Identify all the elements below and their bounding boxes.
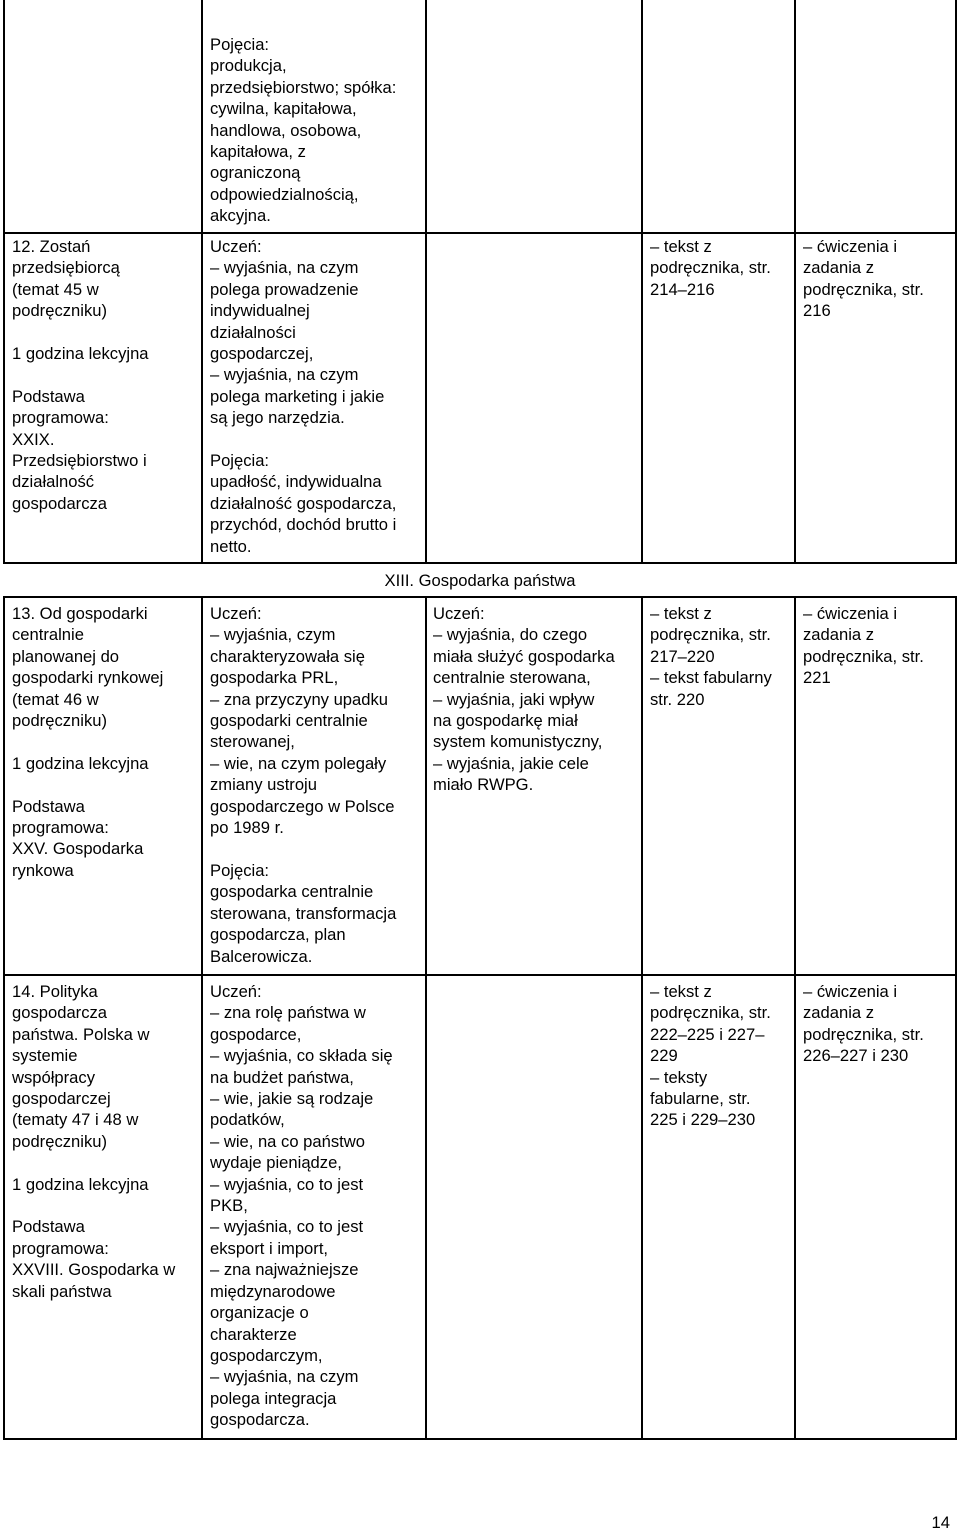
extended-line: Uczeń: — [433, 604, 485, 623]
content-line: są jego narzędzia. — [210, 408, 345, 428]
topic-line: XXIX. — [12, 429, 55, 449]
topic-line: (temat 45 w — [12, 279, 99, 299]
content-line: podatków, — [210, 1110, 285, 1130]
content-line: gospodarcza, plan — [210, 925, 346, 945]
table-border-top-row4 — [3, 974, 957, 976]
exercises-line: 216 — [803, 301, 831, 321]
topic-line — [12, 731, 163, 752]
page-number: 14 — [931, 1513, 950, 1532]
materials-line: – teksty — [650, 1067, 708, 1087]
materials-line: – tekst fabularny — [650, 668, 772, 688]
column-divider-3 — [641, 0, 643, 564]
topic-line: gospodarcza — [12, 493, 108, 513]
content-line: zmiany ustroju — [210, 775, 317, 795]
content-line: – wyjaśnia, co to jest — [210, 1217, 364, 1237]
table-border-bottom-row2 — [3, 562, 957, 564]
exercises-line: – ćwiczenia i — [803, 237, 898, 256]
row4-exercises-cell — [803, 981, 924, 1067]
topic-line: 13. Od gospodarki — [12, 604, 148, 623]
column-divider-1 — [201, 0, 203, 564]
topic-line: współpracy — [12, 1067, 96, 1087]
materials-line: podręcznika, str. — [650, 258, 771, 278]
content-line: – wie, jakie są rodzaje — [210, 1089, 374, 1109]
row2-materials-cell — [650, 236, 771, 300]
row1-content-cell — [210, 34, 396, 227]
content-line: upadłość, indywidualna — [210, 472, 382, 492]
exercises-line: 226–227 i 230 — [803, 1046, 909, 1066]
row3-content-cell — [210, 603, 396, 967]
table-border-top-row2 — [3, 232, 957, 234]
row2-content-cell — [210, 236, 396, 557]
content-line: gospodarcza. — [210, 1410, 310, 1430]
content-line: Pojęcia: — [210, 451, 270, 471]
content-line: PKB, — [210, 1196, 248, 1216]
content-line: sterowanej, — [210, 732, 295, 752]
topic-line: podręczniku) — [12, 301, 108, 321]
topic-line: podręczniku) — [12, 1131, 108, 1151]
column-divider-4 — [794, 596, 796, 1440]
content-line: Pojęcia: — [210, 860, 270, 880]
content-line: kapitałowa, z — [210, 142, 306, 162]
extended-line: miało RWPG. — [433, 775, 534, 795]
topic-line: 1 godzina lekcyjna — [12, 753, 149, 773]
topic-line: planowanej do — [12, 646, 120, 666]
content-line: polega integracja — [210, 1388, 337, 1408]
content-line — [210, 429, 396, 450]
content-line: Balcerowicza. — [210, 946, 313, 966]
content-line: – wyjaśnia, co składa się — [210, 1046, 393, 1066]
topic-line — [12, 1152, 175, 1173]
content-line: – zna przyczyny upadku — [210, 689, 389, 709]
table-border-right — [955, 0, 957, 564]
topic-line: Podstawa — [12, 386, 85, 406]
row3-topic-cell — [12, 603, 163, 881]
topic-line: podręczniku) — [12, 711, 108, 731]
topic-line: programowa: — [12, 818, 109, 838]
topic-line: gospodarki rynkowej — [12, 668, 164, 688]
materials-line: str. 220 — [650, 689, 705, 709]
table-border-bottom — [3, 1438, 957, 1440]
column-divider-2 — [425, 596, 427, 1440]
row2-topic-cell — [12, 236, 149, 514]
content-line: gospodarka PRL, — [210, 668, 339, 688]
content-line: – zna rolę państwa w — [210, 1003, 366, 1023]
content-line: charakterze — [210, 1324, 297, 1344]
exercises-line: zadania z — [803, 258, 875, 278]
materials-line: podręcznika, str. — [650, 625, 771, 645]
content-line: przedsiębiorstwo; spółka: — [210, 77, 397, 97]
materials-line: fabularne, str. — [650, 1089, 751, 1109]
row3-exercises-cell — [803, 603, 924, 689]
content-line: gospodarce, — [210, 1024, 302, 1044]
topic-line: XXVIII. Gospodarka w — [12, 1260, 176, 1280]
topic-line: centralnie — [12, 625, 84, 645]
content-line: ograniczoną — [210, 163, 301, 183]
content-line: – wyjaśnia, czym — [210, 625, 336, 645]
exercises-line: podręcznika, str. — [803, 646, 924, 666]
content-line: – wyjaśnia, na czym — [210, 1367, 359, 1387]
exercises-line: 221 — [803, 668, 831, 688]
extended-line: – wyjaśnia, do czego — [433, 625, 588, 645]
row2-exercises-cell — [803, 236, 924, 322]
exercises-line: podręcznika, str. — [803, 279, 924, 299]
extended-line: – wyjaśnia, jakie cele — [433, 753, 589, 773]
topic-line — [12, 774, 163, 795]
content-line: Uczeń: — [210, 982, 262, 1001]
section-heading: XIII. Gospodarka państwa — [384, 571, 576, 590]
exercises-line: – ćwiczenia i — [803, 604, 898, 623]
content-line: działalność gospodarcza, — [210, 493, 397, 513]
topic-line: programowa: — [12, 408, 109, 428]
table-border-top-row3 — [3, 596, 957, 598]
table-border-right — [955, 596, 957, 1440]
materials-line: 214–216 — [650, 279, 715, 299]
topic-line: gospodarczej — [12, 1089, 111, 1109]
materials-line: 229 — [650, 1046, 678, 1066]
column-divider-2 — [425, 0, 427, 564]
row4-topic-cell — [12, 981, 175, 1302]
exercises-line: – ćwiczenia i — [803, 982, 898, 1001]
content-line: gospodarki centralnie — [210, 711, 368, 731]
content-line: działalności — [210, 322, 296, 342]
content-line: polega prowadzenie — [210, 279, 359, 299]
exercises-line: zadania z — [803, 1003, 875, 1023]
content-line: netto. — [210, 536, 252, 556]
content-line: gospodarczym, — [210, 1345, 323, 1365]
exercises-line: podręcznika, str. — [803, 1024, 924, 1044]
topic-line — [12, 1195, 175, 1216]
exercises-line: zadania z — [803, 625, 875, 645]
materials-line: – tekst z — [650, 604, 712, 623]
topic-line: państwa. Polska w — [12, 1024, 150, 1044]
topic-line: (tematy 47 i 48 w — [12, 1110, 139, 1130]
topic-line: systemie — [12, 1046, 78, 1066]
topic-line: przedsiębiorcą — [12, 258, 120, 278]
topic-line: Przedsiębiorstwo i — [12, 451, 147, 471]
content-line: Pojęcia: — [210, 35, 270, 54]
row3-extended-cell — [433, 603, 615, 796]
materials-line: 222–225 i 227– — [650, 1024, 765, 1044]
content-line: przychód, dochód brutto i — [210, 515, 397, 535]
topic-line: Podstawa — [12, 796, 85, 816]
topic-line — [12, 322, 149, 343]
content-line: charakteryzowała się — [210, 646, 365, 666]
table-border-left — [3, 596, 5, 1440]
topic-line: 1 godzina lekcyjna — [12, 1174, 149, 1194]
content-line: Uczeń: — [210, 604, 262, 623]
content-line: polega marketing i jakie — [210, 386, 385, 406]
content-line: cywilna, kapitałowa, — [210, 99, 357, 119]
materials-line: – tekst z — [650, 237, 712, 256]
content-line: międzynarodowe — [210, 1281, 336, 1301]
column-divider-3 — [641, 596, 643, 1440]
column-divider-1 — [201, 596, 203, 1440]
topic-line: 12. Zostań — [12, 237, 91, 256]
content-line: po 1989 r. — [210, 818, 284, 838]
content-line: eksport i import, — [210, 1238, 329, 1258]
materials-line: podręcznika, str. — [650, 1003, 771, 1023]
content-line: produkcja, — [210, 56, 287, 76]
content-line: akcyjna. — [210, 206, 271, 226]
column-divider-4 — [794, 0, 796, 564]
extended-line: na gospodarkę miał — [433, 711, 578, 731]
topic-line: rynkowa — [12, 860, 74, 880]
topic-line: programowa: — [12, 1238, 109, 1258]
content-line: gospodarczego w Polsce — [210, 796, 395, 816]
topic-line: 1 godzina lekcyjna — [12, 344, 149, 364]
extended-line: system komunistyczny, — [433, 732, 603, 752]
materials-line: 225 i 229–230 — [650, 1110, 756, 1130]
content-line: organizacje o — [210, 1303, 309, 1323]
topic-line: XXV. Gospodarka — [12, 839, 144, 859]
content-line: – wie, na co państwo — [210, 1131, 365, 1151]
materials-line: 217–220 — [650, 646, 715, 666]
extended-line: – wyjaśnia, jaki wpływ — [433, 689, 595, 709]
content-line: – wyjaśnia, na czym — [210, 365, 359, 385]
content-line: – wie, na czym polegały — [210, 753, 387, 773]
content-line: – wyjaśnia, co to jest — [210, 1174, 364, 1194]
content-line: indywidualnej — [210, 301, 310, 321]
content-line: wydaje pieniądze, — [210, 1153, 342, 1173]
table-border-left — [3, 0, 5, 564]
content-line — [210, 838, 396, 859]
extended-line: centralnie sterowana, — [433, 668, 591, 688]
materials-line: – tekst z — [650, 982, 712, 1001]
topic-line: działalność — [12, 472, 95, 492]
row4-materials-cell — [650, 981, 771, 1131]
content-line: sterowana, transformacja — [210, 903, 397, 923]
topic-line — [12, 364, 149, 385]
topic-line: (temat 46 w — [12, 689, 99, 709]
content-line: gospodarczej, — [210, 344, 314, 364]
row3-materials-cell — [650, 603, 772, 710]
row4-content-cell — [210, 981, 393, 1431]
topic-line: 14. Polityka — [12, 982, 98, 1001]
content-line: gospodarka centralnie — [210, 882, 374, 902]
content-line: handlowa, osobowa, — [210, 120, 362, 140]
content-line: odpowiedzialnością, — [210, 184, 359, 204]
topic-line: Podstawa — [12, 1217, 85, 1237]
content-line: – wyjaśnia, na czym — [210, 258, 359, 278]
content-line: Uczeń: — [210, 237, 262, 256]
extended-line: miała służyć gospodarka — [433, 646, 615, 666]
topic-line: skali państwa — [12, 1281, 112, 1301]
topic-line: gospodarcza — [12, 1003, 108, 1023]
content-line: na budżet państwa, — [210, 1067, 354, 1087]
content-line: – zna najważniejsze — [210, 1260, 359, 1280]
